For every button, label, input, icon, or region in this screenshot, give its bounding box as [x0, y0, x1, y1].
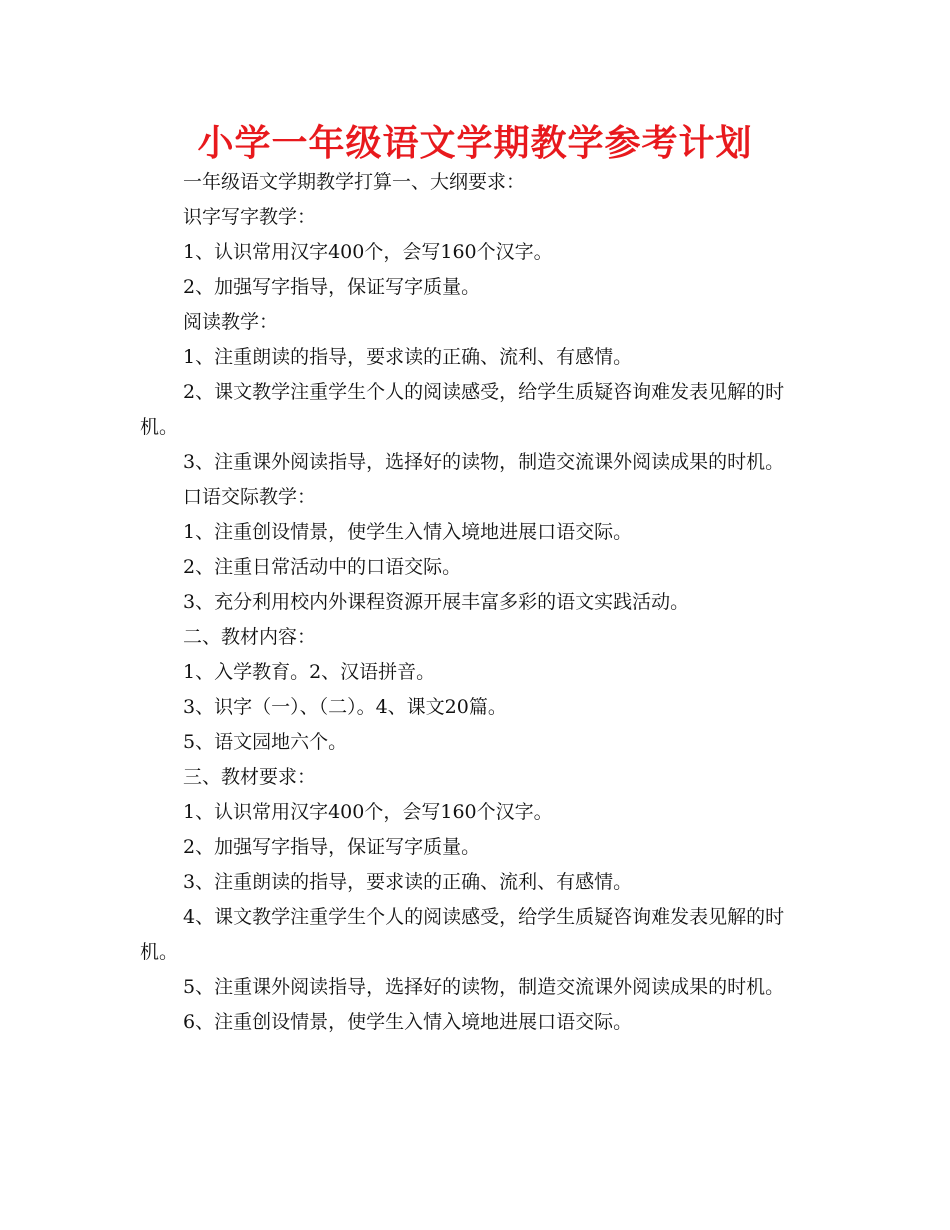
paragraph: 6、注重创设情景，使学生入情入境地进展口语交际。 — [183, 1011, 633, 1033]
paragraph: 2、课文教学注重学生个人的阅读感受，给学生质疑咨询难发表见解的时机。 — [140, 381, 785, 438]
paragraph: 1、入学教育。2、汉语拼音。 — [183, 661, 436, 683]
paragraph: 1、注重创设情景，使学生入情入境地进展口语交际。 — [183, 521, 633, 543]
section-heading: 二、教材内容： — [183, 626, 317, 648]
section-heading: 阅读教学： — [183, 311, 279, 333]
paragraph: 5、注重课外阅读指导，选择好的读物，制造交流课外阅读成果的时机。 — [183, 976, 785, 998]
document-title: 小学一年级语文学期教学参考计划 — [197, 123, 753, 164]
paragraph: 3、注重朗读的指导，要求读的正确、流利、有感情。 — [183, 871, 633, 893]
paragraph: 2、注重日常活动中的口语交际。 — [183, 556, 462, 578]
document-body — [140, 165, 812, 1040]
section-heading: 三、教材要求： — [183, 766, 317, 788]
paragraph: 5、语文园地六个。 — [183, 731, 348, 753]
section-heading: 识字写字教学： — [183, 206, 317, 228]
paragraph: 3、充分利用校内外课程资源开展丰富多彩的语文实践活动。 — [183, 591, 690, 613]
paragraph: 4、课文教学注重学生个人的阅读感受，给学生质疑咨询难发表见解的时机。 — [140, 906, 785, 963]
paragraph: 一年级语文学期教学打算一、大纲要求： — [183, 171, 526, 193]
paragraph: 2、加强写字指导，保证写字质量。 — [183, 276, 481, 298]
paragraph: 2、加强写字指导，保证写字质量。 — [183, 836, 481, 858]
paragraph: 3、识字（一）、（二）。4、课文20篇。 — [183, 696, 507, 718]
paragraph: 1、认识常用汉字400个，会写160个汉字。 — [183, 241, 553, 263]
paragraph: 1、注重朗读的指导，要求读的正确、流利、有感情。 — [183, 346, 633, 368]
paragraph: 1、认识常用汉字400个，会写160个汉字。 — [183, 801, 553, 823]
section-heading: 口语交际教学： — [183, 486, 317, 508]
paragraph: 3、注重课外阅读指导，选择好的读物，制造交流课外阅读成果的时机。 — [183, 451, 785, 473]
